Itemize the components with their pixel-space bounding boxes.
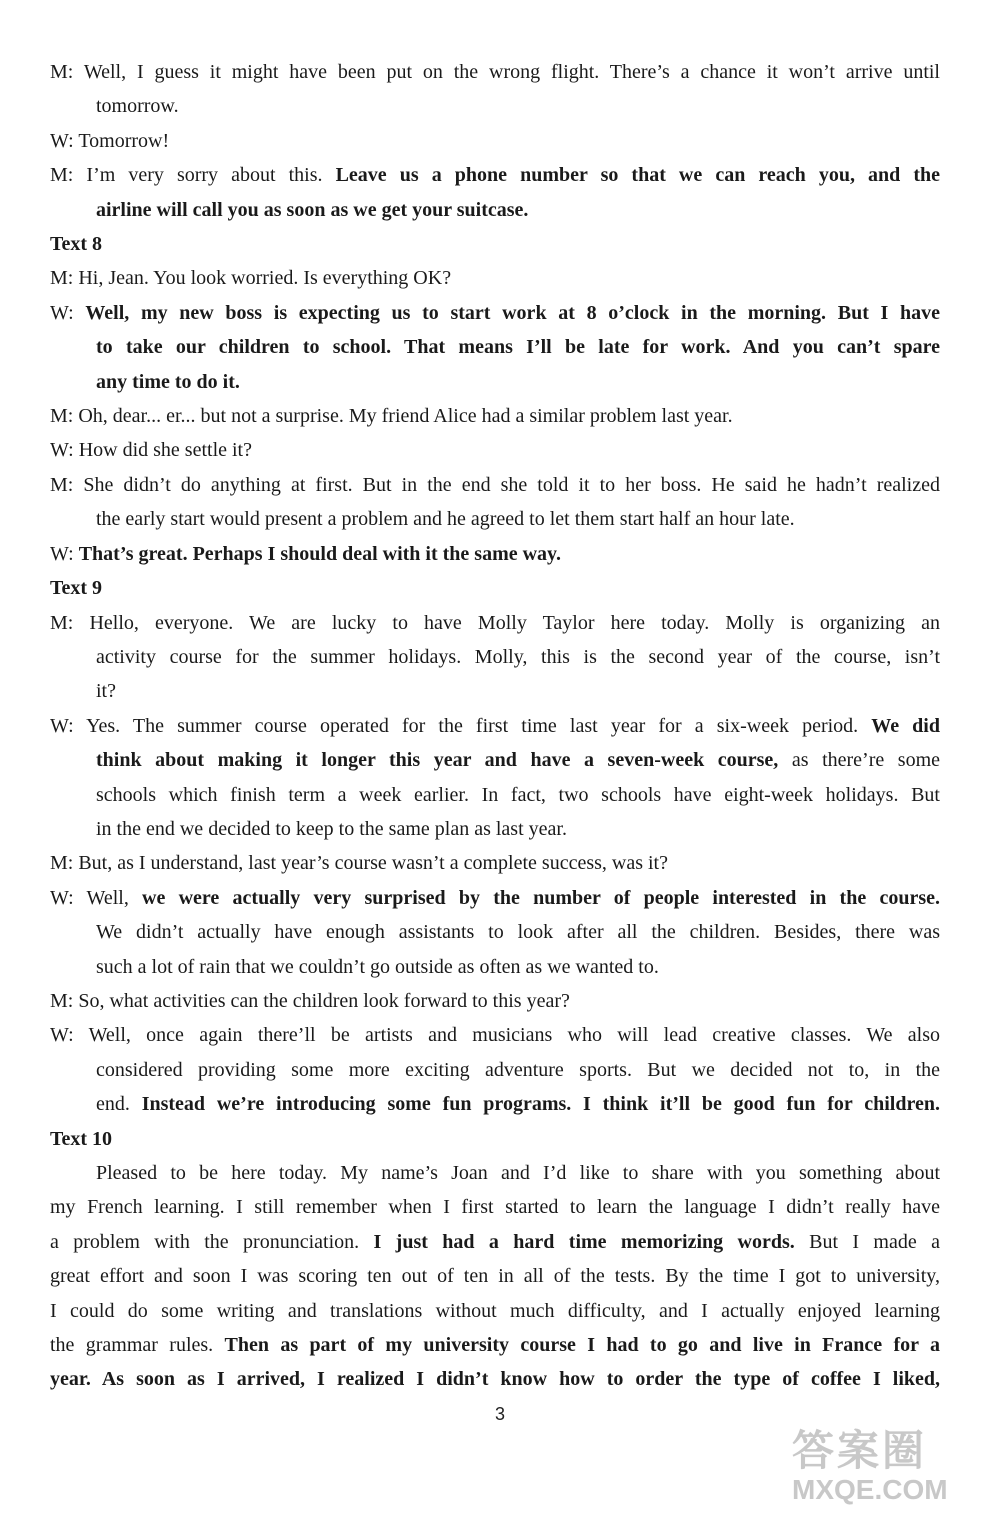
transcript-line [50, 55, 940, 89]
line-text: activity course for the summer holidays. Molly, this is the second year of the course, isn’t [96, 645, 940, 668]
transcript-line [50, 1190, 940, 1224]
highlighted-text: I just had a hard time memorizing words. [373, 1230, 795, 1253]
transcript-line [50, 984, 940, 1018]
transcript-line [50, 365, 940, 399]
transcript-line [50, 89, 940, 123]
line-text: such a lot of rain that we couldn’t go outside as often as we wanted to. [96, 955, 659, 978]
highlighted-text: think about making it longer this year and have a seven-week course, [96, 749, 779, 772]
line-text: M: But, as I understand, last year’s course wasn’t a complete success, was it? [50, 852, 668, 875]
highlighted-text: Instead we’re introducing some fun programs. I think it’ll be good fun for children. [141, 1093, 940, 1116]
line-text: We didn’t actually have enough assistants to look after all the children. Besides, there was [96, 921, 940, 944]
transcript-line [50, 1053, 940, 1087]
watermark-logo-text: 答案圈 [792, 1427, 928, 1474]
line-text: W: [50, 301, 86, 324]
highlighted-text: Well, my new boss is expecting us to start work at 8 o’clock in the morning. But I have [85, 301, 940, 324]
transcript-line [50, 1156, 940, 1190]
transcript-line [50, 1328, 940, 1362]
highlighted-text: That’s great. Perhaps I should deal with it the same way. [78, 542, 561, 565]
line-text: M: Well, I guess it might have been put on the wrong flight. There’s a chance it won’t arrive until [50, 61, 940, 83]
line-text: M: So, what activities can the children look forward to this year? [50, 989, 570, 1012]
line-text: W: How did she settle it? [50, 439, 252, 462]
line-text: the early start would present a problem and he agreed to let them start half an hour late. [96, 508, 795, 531]
transcript-line [50, 674, 940, 708]
line-text: W: Yes. The summer course operated for the first time last year for a six-week period. [50, 714, 872, 737]
line-text: the grammar rules. [50, 1334, 225, 1357]
line-text: M: Oh, dear... er... but not a surprise. My friend Alice had a similar problem last year. [50, 405, 733, 428]
transcript-line [50, 1225, 940, 1259]
line-text: tomorrow. [96, 95, 179, 118]
transcript-line [50, 846, 940, 880]
highlighted-text: year. As soon as I arrived, I realized I didn’t know how to order the type of coffee I liked, [50, 1368, 940, 1391]
transcript-line [50, 399, 940, 433]
line-text: Pleased to be here today. My name’s Joan and I’d like to share with you something about [96, 1162, 940, 1184]
transcript-line [50, 1087, 940, 1121]
transcript-line [50, 193, 940, 227]
section-heading: Text 9 [50, 577, 103, 600]
line-text: W: Tomorrow! [50, 129, 170, 152]
section-heading: Text 10 [50, 1127, 113, 1150]
page-number: 3 [494, 1404, 505, 1424]
transcript-line [50, 330, 940, 364]
line-text: end. [96, 1093, 142, 1116]
line-text: it? [96, 680, 116, 703]
transcript-line [50, 433, 940, 467]
highlighted-text: to take our children to school. That means I’ll be late for work. And you can’t spare [96, 336, 940, 359]
line-text: as there’re some [778, 749, 941, 772]
line-text: M: Hello, everyone. We are lucky to have Molly Taylor here today. Molly is organizing an [50, 611, 940, 634]
line-text: in the end we decided to keep to the same plan as last year. [96, 817, 567, 840]
highlighted-text: airline will call you as soon as we get your suitcase. [96, 198, 529, 221]
line-text: W: Well, once again there’ll be artists and musicians who will lead creative classes. We also [50, 1024, 940, 1047]
transcript-line [50, 1259, 940, 1293]
transcript-line [50, 915, 940, 949]
highlighted-text: any time to do it. [96, 370, 240, 393]
line-text: M: She didn’t do anything at first. But in the end she told it to her boss. He said he hadn’t realized [50, 473, 940, 496]
transcript-line [50, 743, 940, 777]
transcript-line [50, 709, 940, 743]
transcript-line [50, 778, 940, 812]
line-text: my French learning. I still remember when I first started to learn the language I didn’t really have [50, 1196, 940, 1219]
transcript-line [50, 296, 940, 330]
line-text: W: [50, 542, 79, 565]
transcript-line [50, 261, 940, 295]
highlighted-text: We did [871, 714, 940, 737]
line-text: I could do some writing and translations without much difficulty, and I actually enjoyed learning [50, 1299, 940, 1322]
highlighted-text: Then as part of my university course I had to go and live in France for a [224, 1334, 940, 1357]
transcript-line [50, 1018, 940, 1052]
transcript-line [50, 124, 940, 158]
transcript-line [50, 812, 940, 846]
line-text: schools which finish term a week earlier. In fact, two schools have eight-week holidays. But [96, 783, 940, 806]
transcript-line [50, 881, 940, 915]
line-text: great effort and soon I was scoring ten out of ten in all of the tests. By the time I got to university, [50, 1265, 940, 1288]
line-text: a problem with the pronunciation. [50, 1230, 374, 1253]
transcript-content [50, 55, 940, 1397]
transcript-line [50, 640, 940, 674]
line-text: considered providing some more exciting adventure sports. But we decided not to, in the [96, 1058, 940, 1081]
transcript-line [50, 468, 940, 502]
transcript-line [50, 1294, 940, 1328]
transcript-line [50, 606, 940, 640]
transcript-line [50, 1362, 940, 1396]
site-watermark [792, 1428, 992, 1510]
section-heading: Text 8 [50, 233, 103, 256]
watermark-url-text: MXQE.COM [792, 1474, 948, 1505]
line-text: M: I’m very sorry about this. [50, 164, 336, 187]
line-text: W: Well, [50, 886, 143, 909]
highlighted-text: Leave us a phone number so that we can reach you, and the [335, 164, 940, 187]
transcript-line [50, 158, 940, 192]
transcript-line [50, 502, 940, 536]
highlighted-text: we were actually very surprised by the number of people interested in the course. [142, 886, 940, 909]
transcript-line [50, 950, 940, 984]
transcript-line [50, 537, 940, 571]
line-text: But I made a [794, 1230, 941, 1253]
line-text: M: Hi, Jean. You look worried. Is everything OK? [50, 267, 452, 290]
